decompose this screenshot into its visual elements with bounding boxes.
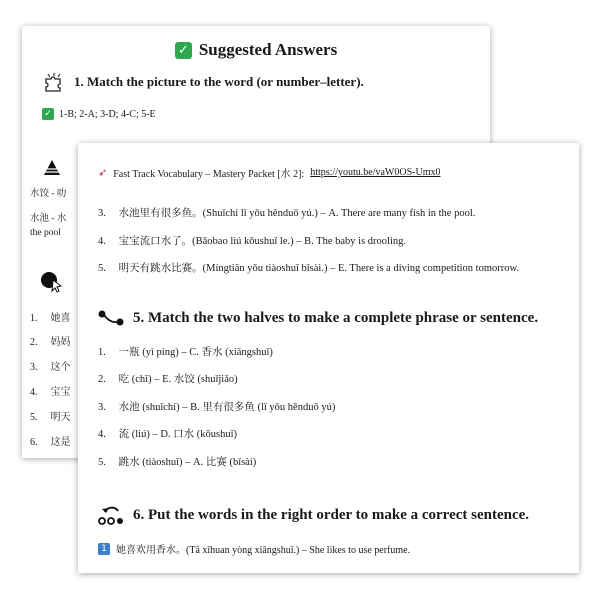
list-fragment: 这个: [50, 362, 71, 373]
reorder-icon: [98, 503, 124, 527]
connect-dots-icon: [98, 309, 124, 327]
row-number: 2.: [98, 374, 106, 385]
pyramid-icon: [42, 158, 62, 183]
row-number: 4.: [98, 429, 106, 440]
list-number: 2.: [30, 337, 38, 348]
text-fragment: 水池 - 水: [30, 214, 67, 224]
rocket-icon: ➶: [98, 166, 108, 179]
row-text: 水池 (shuǐchí) – B. 里有很多鱼 (lǐ yǒu hěnduō yú): [118, 402, 336, 413]
answer-row: [98, 371, 238, 386]
list-fragment: 明天: [50, 412, 71, 423]
vocabulary-packet-page: [78, 143, 579, 573]
row-text: 一瓶 (yì píng) – C. 香水 (xiāngshuǐ): [118, 347, 273, 358]
check-icon: ✓: [42, 108, 54, 120]
row-text: 水池里有很多鱼。(Shuǐchí lǐ yǒu hěnduō yú.) – A. There are many fish in the pool.: [118, 208, 476, 219]
row-number: 5.: [98, 457, 106, 468]
row-number: 3.: [98, 208, 106, 219]
row-text: 宝宝流口水了。(Bǎobao liú kǒushuǐ le.) – B. The baby is drooling.: [118, 236, 406, 247]
question-5-heading: [98, 309, 538, 327]
row-text: 流 (liú) – D. 口水 (kǒushuǐ): [118, 429, 238, 440]
answer-row: [98, 426, 237, 441]
answer-row: [98, 233, 406, 248]
row-number: 4.: [98, 236, 106, 247]
keycap-one-icon: 1: [98, 543, 110, 555]
text-fragment: 水饺 - 叻: [30, 189, 67, 199]
row-text: 吃 (chī) – E. 水饺 (shuǐjiǎo): [118, 374, 238, 385]
answer-text: 她喜欢用香水。(Tā xǐhuan yòng xiāngshuǐ.) – She likes to use perfume.: [116, 545, 411, 556]
row-number: 5.: [98, 263, 106, 274]
list-fragment: 宝宝: [50, 387, 71, 398]
question-1-answer: [42, 108, 156, 120]
list-number: 3.: [30, 362, 38, 373]
row-text: 跳水 (tiàoshuǐ) – A. 比赛 (bǐsài): [118, 457, 257, 468]
answer-row: [98, 399, 335, 414]
list-number: 6.: [30, 437, 38, 448]
list-number: 5.: [30, 412, 38, 423]
answer-row: [98, 344, 273, 359]
row-number: 1.: [98, 347, 106, 358]
list-fragment: 这是: [50, 437, 71, 448]
video-link[interactable]: https://youtu.be/vaW0OS-Umx0: [310, 167, 441, 178]
question-1-title: 1. Match the picture to the word (or number–letter).: [74, 74, 364, 89]
list-fragment: 她喜: [50, 313, 71, 324]
question-6-answer: [98, 541, 410, 556]
answer-row: [98, 454, 256, 469]
list-number: 4.: [30, 387, 38, 398]
text-fragment: the pool: [30, 228, 61, 238]
page-title: Suggested Answers: [198, 40, 338, 59]
row-text: 明天有跳水比赛。(Míngtiān yǒu tiàoshuǐ bǐsài.) – E. There is a diving competition tomorrow.: [118, 263, 520, 274]
answer-row: [98, 205, 475, 220]
row-number: 3.: [98, 402, 106, 413]
question-6-heading: [98, 503, 529, 527]
question-1-heading: [42, 72, 364, 92]
answer-row: [98, 260, 519, 275]
list-fragment: 妈妈: [50, 337, 71, 348]
question-5-title: 5. Match the two halves to make a complete phrase or sentence.: [133, 309, 539, 326]
list-number: 1.: [30, 313, 38, 324]
question-6-title: 6. Put the words in the right order to make a correct sentence.: [133, 506, 530, 523]
packet-source: [98, 165, 441, 180]
cursor-icon: [40, 271, 64, 298]
packet-title: Fast Track Vocabulary – Mastery Packet [水 2]:: [113, 169, 305, 180]
answer-text: 1-B; 2-A; 3-D; 4-C; 5-E: [59, 108, 156, 120]
check-icon: ✓: [175, 42, 192, 59]
page-header: [22, 40, 490, 60]
puzzle-icon: [42, 72, 66, 92]
